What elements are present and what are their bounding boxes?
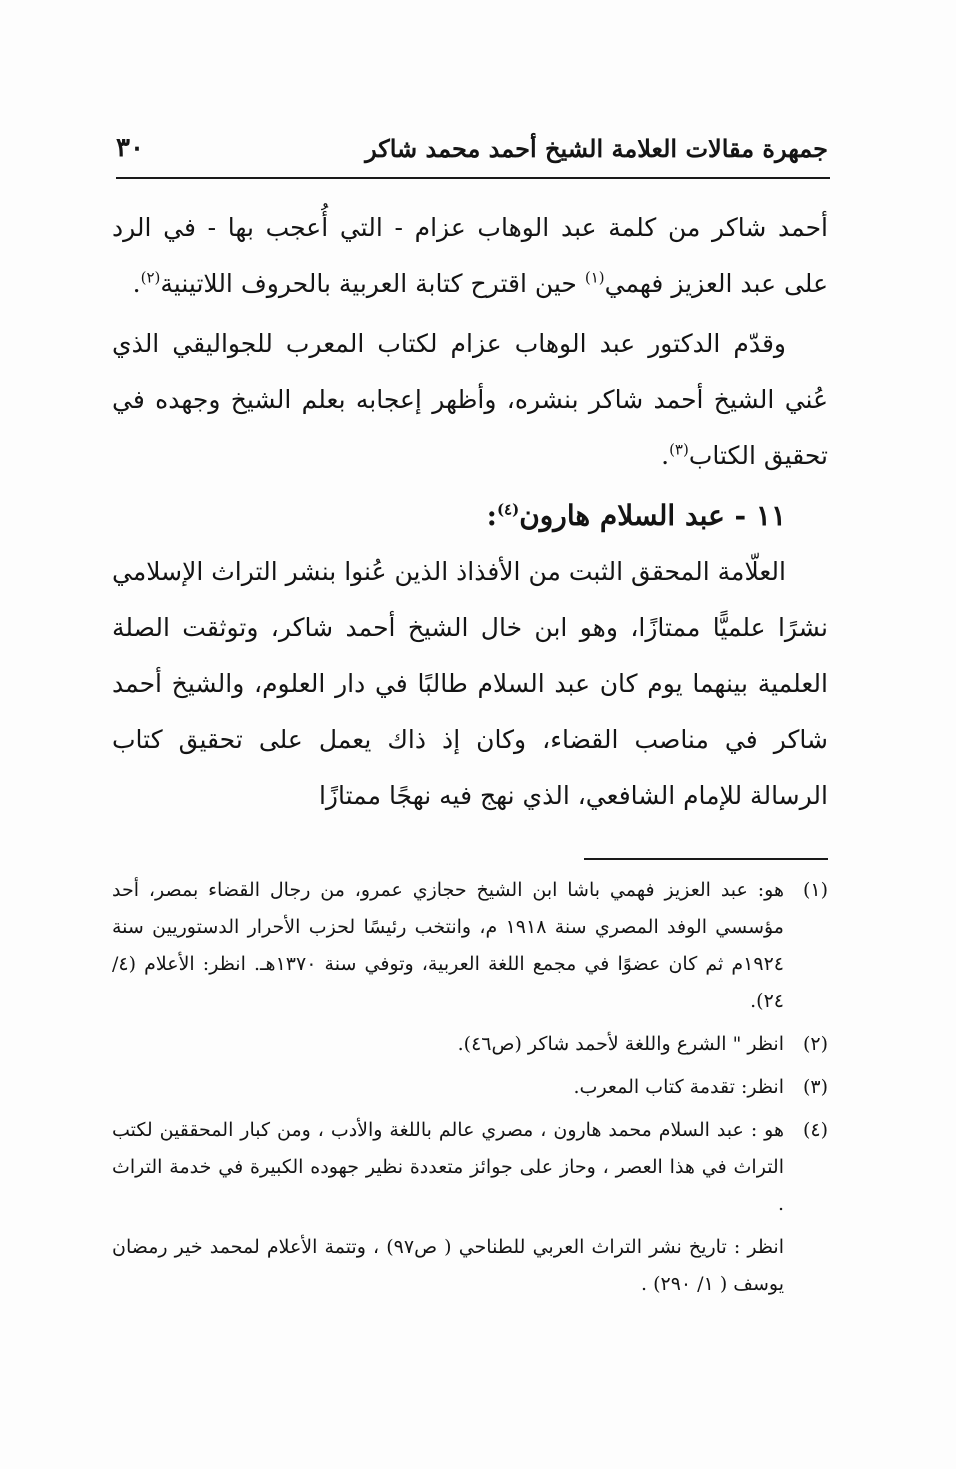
footnote-text: انظر: تقدمة كتاب المعرب. (573, 1076, 784, 1098)
paragraph-1-text-a: أحمد شاكر من كلمة عبد الوهاب عزام - التي أُعجب بها - في الرد على عبد العزيز فهمي (112, 213, 828, 298)
footnote-text: هو : عبد السلام محمد هارون ، مصري عالم باللغة والأدب ، ومن كبار المحققين لكتب التراث في هذا العصر ، وحاز على جوائز متعددة نظير جهوده الكبيرة في خدمة التراث . (112, 1119, 784, 1215)
footnote-1 (112, 872, 828, 1020)
footnote-number: (٢) (802, 1033, 828, 1055)
page-header (116, 126, 828, 170)
paragraph-1 (112, 200, 828, 312)
footnotes (112, 872, 828, 1303)
footnote-ref-3: (٣) (669, 440, 689, 459)
footnote-ref-1: (١) (584, 268, 605, 287)
footnote-3 (112, 1069, 828, 1106)
running-title: جمهرة مقالات العلامة الشيخ أحمد محمد شاكر (365, 133, 828, 163)
paragraph-2-text-a: وقدّم الدكتور عبد الوهاب عزام لكتاب المعرب للجواليقي الذي عُني الشيخ أحمد شاكر بنشره، وأظهر إعجابه بعلم الشيخ وجهده في تحقيق الكتاب (112, 329, 828, 470)
page-number: ٣٠ (116, 133, 144, 163)
footnote-number: (٣) (802, 1076, 828, 1098)
section-heading-colon: : (486, 499, 497, 532)
footnote-4 (112, 1112, 828, 1223)
footnote-text: انظر " الشرع واللغة لأحمد شاكر (ص٤٦). (457, 1033, 784, 1055)
paragraph-2 (112, 316, 828, 484)
footnote-4-continuation: انظر : تاريخ نشر التراث العربي للطناحي ( ص٩٧) ، وتتمة الأعلام لمحمد خير رمضان يوسف ( ١/ ٢٩٠) . (112, 1236, 784, 1295)
section-heading (112, 488, 828, 544)
main-text (112, 200, 828, 828)
paragraph-3: العلّامة المحقق الثبت من الأفذاذ الذين عُنوا بنشر التراث الإسلامي نشرًا علميًّا ممتازًا، وهو ابن خال الشيخ أحمد شاكر، وتوثقت الصلة العلمية بينهما يوم كان عبد السلام طالبًا في دار العلوم، والشيخ أحمد شاكر في مناصب القضاء، وكان إذ ذاك يعمل على تحقيق كتاب الرسالة للإمام الشافعي، الذي نهج فيه نهجًا ممتازًا (112, 557, 828, 810)
paragraph-1-text-b: حين اقترح كتابة العربية بالحروف اللاتينية (160, 269, 585, 298)
footnote-2 (112, 1026, 828, 1063)
footnote-ref-2: (٢) (140, 268, 161, 287)
paragraph-1-text-c: . (132, 269, 141, 298)
footnote-ref-4: (٤) (496, 500, 520, 519)
footnote-number: (٤) (802, 1119, 828, 1141)
paragraph-2-text-b: . (661, 441, 670, 470)
section-heading-text: ١١ - عبد السلام هارون (519, 499, 786, 532)
footnote-rule (584, 858, 828, 860)
header-rule (116, 177, 830, 179)
footnote-number: (١) (802, 879, 828, 901)
footnote-text: هو: عبد العزيز فهمي باشا ابن الشيخ حجازي عمرو، من رجال القضاء بمصر، أحد مؤسسي الوفد المصري سنة ١٩١٨ م، وانتخب رئيسًا لحزب الأحرار الدستوريين سنة ١٩٢٤م ثم كان عضوًا في مجمع اللغة العربية، وتوفي سنة ١٣٧٠هـ. انظر: الأعلام (٤/ ٢٤). (112, 879, 784, 1012)
